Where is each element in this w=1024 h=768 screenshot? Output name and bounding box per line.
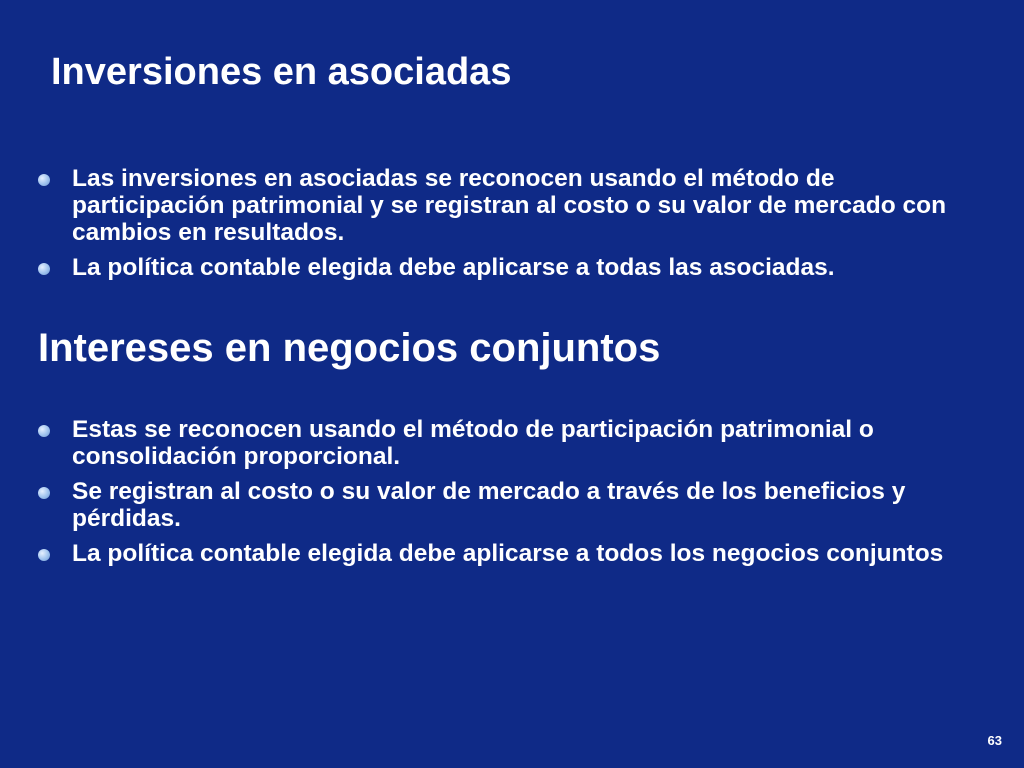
bullet-list-associates (36, 165, 986, 289)
bullet-item (36, 416, 986, 470)
bullet-text: Las inversiones en asociadas se reconocen usando el método de participación patrimonial y se registran al costo o su valor de mercado con cambios en resultados. (72, 165, 947, 246)
bullet-icon (38, 549, 50, 561)
bullet-icon (38, 425, 50, 437)
bullet-text: La política contable elegida debe aplicarse a todos los negocios conjuntos (72, 540, 944, 567)
bullet-item (36, 540, 986, 567)
bullet-icon (38, 487, 50, 499)
bullet-text: La política contable elegida debe aplicarse a todas las asociadas. (72, 254, 835, 281)
section-title-investments-associates: Inversiones en asociadas (51, 51, 512, 93)
bullet-item (36, 165, 986, 246)
bullet-list-joint-ventures (36, 416, 986, 575)
section-title-joint-ventures: Intereses en negocios conjuntos (38, 326, 661, 370)
page-number: 63 (987, 733, 1002, 748)
bullet-icon (38, 174, 50, 186)
bullet-item (36, 254, 986, 281)
bullet-item (36, 478, 986, 532)
bullet-text: Estas se reconocen usando el método de participación patrimonial o consolidación proporcional. (72, 416, 874, 470)
bullet-text: Se registran al costo o su valor de mercado a través de los beneficios y pérdidas. (72, 478, 906, 532)
bullet-icon (38, 263, 50, 275)
